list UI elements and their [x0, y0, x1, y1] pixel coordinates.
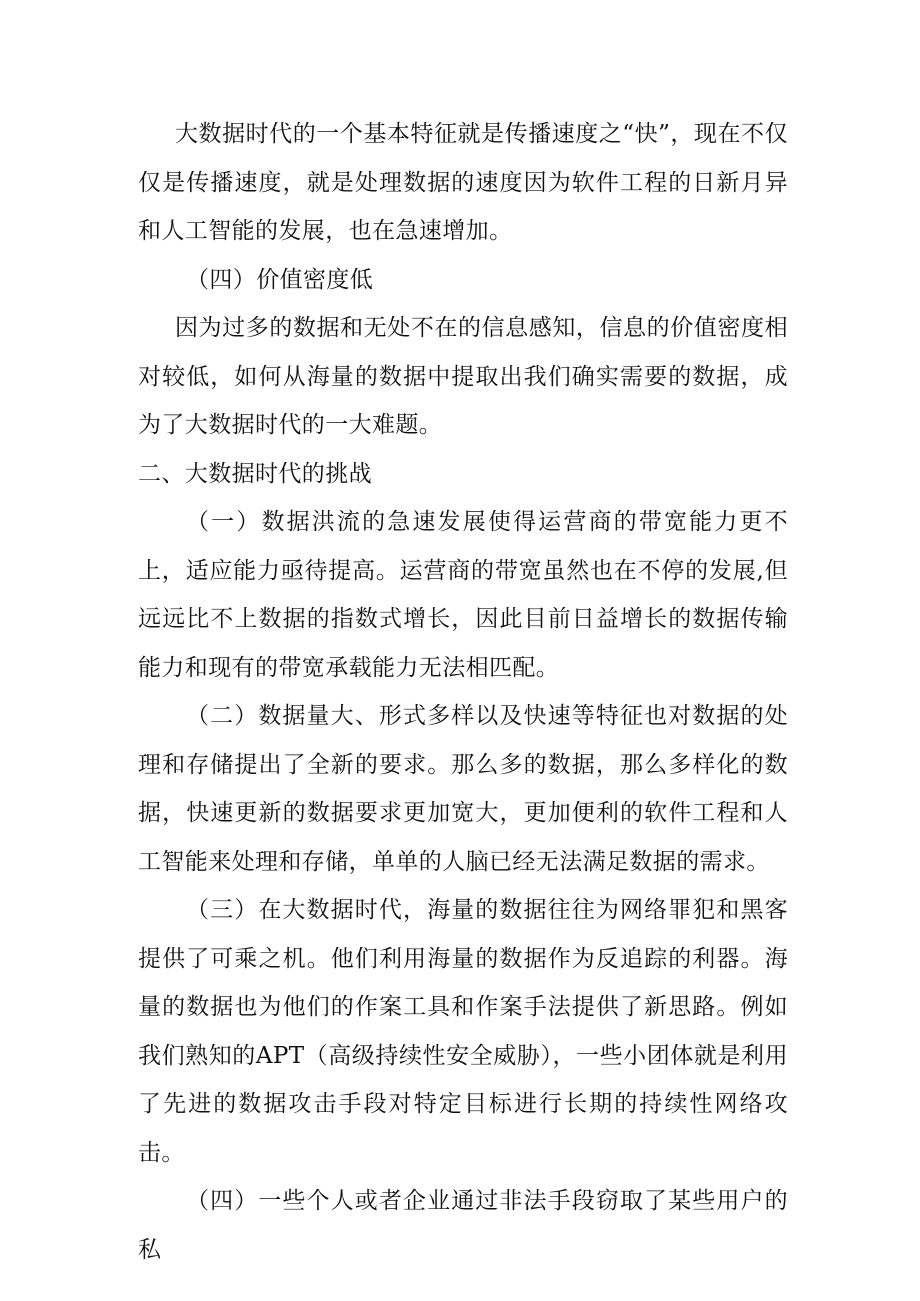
paragraph-challenge-1: （一）数据洪流的急速发展使得运营商的带宽能力更不上，适应能力亟待提高。运营商的带宽虽然也在不停的发展,但远远比不上数据的指数式增长，因此目前日益增长的数据传输能力和现有的带宽承载能力无法相匹配。 — [138, 509, 788, 681]
paragraph-challenge-4: （四）一些个人或者企业通过非法手段窃取了某些用户的私 — [138, 1188, 788, 1263]
heading-value-density: （四）价值密度低 — [186, 266, 374, 293]
heading-challenges: 二、大数据时代的挑战 — [138, 460, 372, 487]
paragraph-challenge-2: （二）数据量大、形式多样以及快速等特征也对数据的处理和存储提出了全新的要求。那么多的数据，那么多样化的数据，快速更新的数据要求更加宽大，更加便利的软件工程和人工智能来处理和存储，单单的人脑已经无法满足数据的需求。 — [138, 703, 788, 875]
paragraph-value-density: 因为过多的数据和无处不在的信息感知，信息的价值密度相对较低，如何从海量的数据中提取出我们确实需要的数据，成为了大数据时代的一大难题。 — [138, 315, 788, 438]
document-body — [138, 110, 788, 1274]
paragraph-challenge-3: （三）在大数据时代，海量的数据往往为网络罪犯和黑客提供了可乘之机。他们利用海量的数据作为反追踪的利器。海量的数据也为他们的作案工具和作案手法提供了新思路。例如我们熟知的APT（高级持续性安全威胁），一些小团体就是利用了先进的数据攻击手段对特定目标进行长期的持续性网络攻击。 — [138, 897, 788, 1166]
paragraph-speed: 大数据时代的一个基本特征就是传播速度之“快”，现在不仅仅是传播速度，就是处理数据的速度因为软件工程的日新月异和人工智能的发展，也在急速增加。 — [138, 121, 788, 244]
